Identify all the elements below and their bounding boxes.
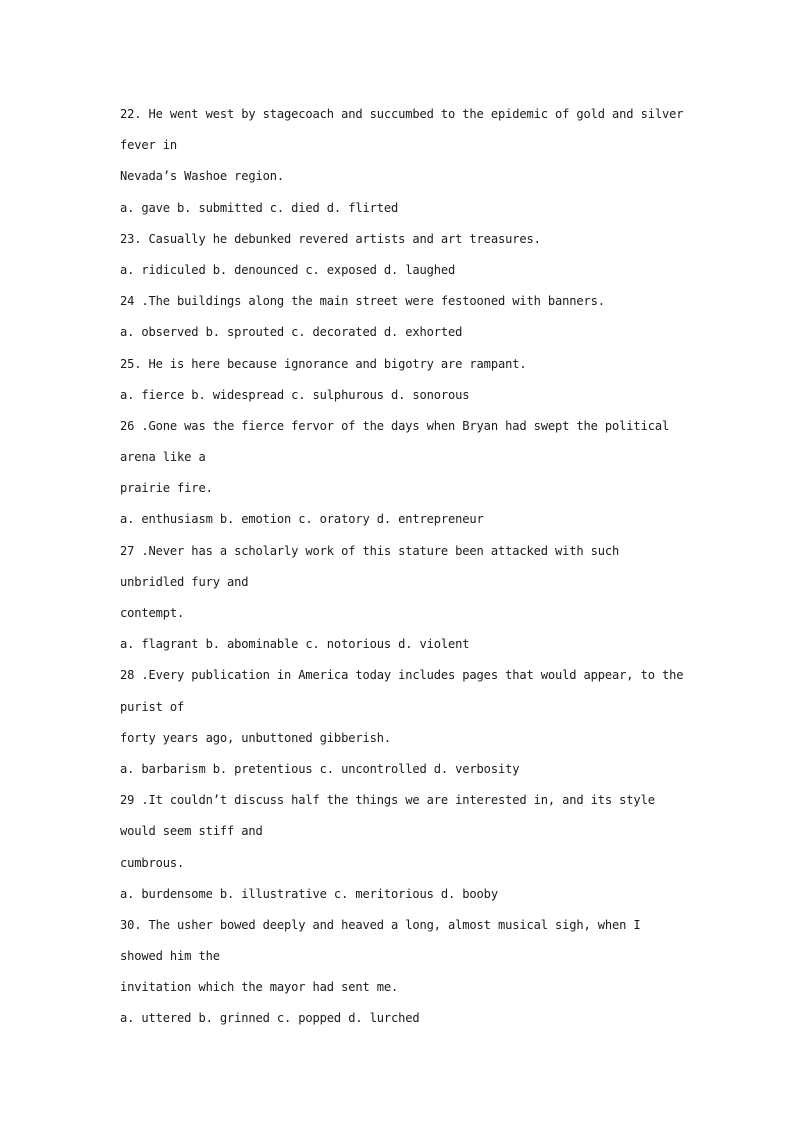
- question-30-text: 30. The usher bowed deeply and heaved a long, almost musical sigh, when I: [120, 917, 641, 932]
- vocabulary-exercise: [120, 103, 690, 1039]
- question-27-text-cont: unbridled fury and: [120, 574, 249, 589]
- question-27-options: a. flagrant b. abominable c. notorious d. violent: [120, 637, 470, 652]
- question-22-options: a. gave b. submitted c. died d. flirted: [120, 200, 399, 215]
- question-26-text-cont: prairie fire.: [120, 481, 213, 496]
- question-22-text: 22. He went west by stagecoach and succumbed to the epidemic of gold and silver: [120, 107, 684, 121]
- question-30-options: a. uttered b. grinned c. popped d. lurched: [120, 1011, 420, 1026]
- question-27-text-cont: contempt.: [120, 606, 185, 620]
- question-25-options: a. fierce b. widespread c. sulphurous d. sonorous: [120, 387, 470, 402]
- question-23-options: a. ridiculed b. denounced c. exposed d. laughed: [120, 262, 456, 277]
- question-24-options: a. observed b. sprouted c. decorated d. exhorted: [120, 325, 463, 340]
- question-26-text: 26 .Gone was the fierce fervor of the days when Bryan had swept the political: [120, 418, 670, 433]
- question-29-text-cont: would seem stiff and: [120, 824, 263, 839]
- question-24-text: 24 .The buildings along the main street were festooned with banners.: [120, 294, 605, 309]
- question-22-text-cont: fever in: [120, 138, 178, 153]
- question-29-text-cont: cumbrous.: [120, 855, 185, 870]
- question-28-text-cont: forty years ago, unbuttoned gibberish.: [120, 730, 391, 745]
- question-29-text: 29 .It couldn’t discuss half the things we are interested in, and its style: [120, 793, 655, 808]
- question-27-text: 27 .Never has a scholarly work of this stature been attacked with such: [120, 543, 620, 558]
- question-22-text-cont: Nevada’s Washoe region.: [120, 169, 285, 184]
- question-30-text-cont: showed him the: [120, 949, 220, 964]
- question-23-text: 23. Casually he debunked revered artists and art treasures.: [120, 231, 541, 246]
- question-26-options: a. enthusiasm b. emotion c. oratory d. entrepreneur: [120, 512, 484, 527]
- question-29-options: a. burdensome b. illustrative c. meritorious d. booby: [120, 886, 498, 901]
- question-30-text-cont: invitation which the mayor had sent me.: [120, 980, 399, 995]
- question-28-options: a. barbarism b. pretentious c. uncontrolled d. verbosity: [120, 761, 520, 776]
- question-25-text: 25. He is here because ignorance and bigotry are rampant.: [120, 356, 527, 371]
- question-28-text-cont: purist of: [120, 699, 185, 714]
- question-28-text: 28 .Every publication in America today includes pages that would appear, to the: [120, 668, 684, 683]
- question-26-text-cont: arena like a: [120, 450, 206, 465]
